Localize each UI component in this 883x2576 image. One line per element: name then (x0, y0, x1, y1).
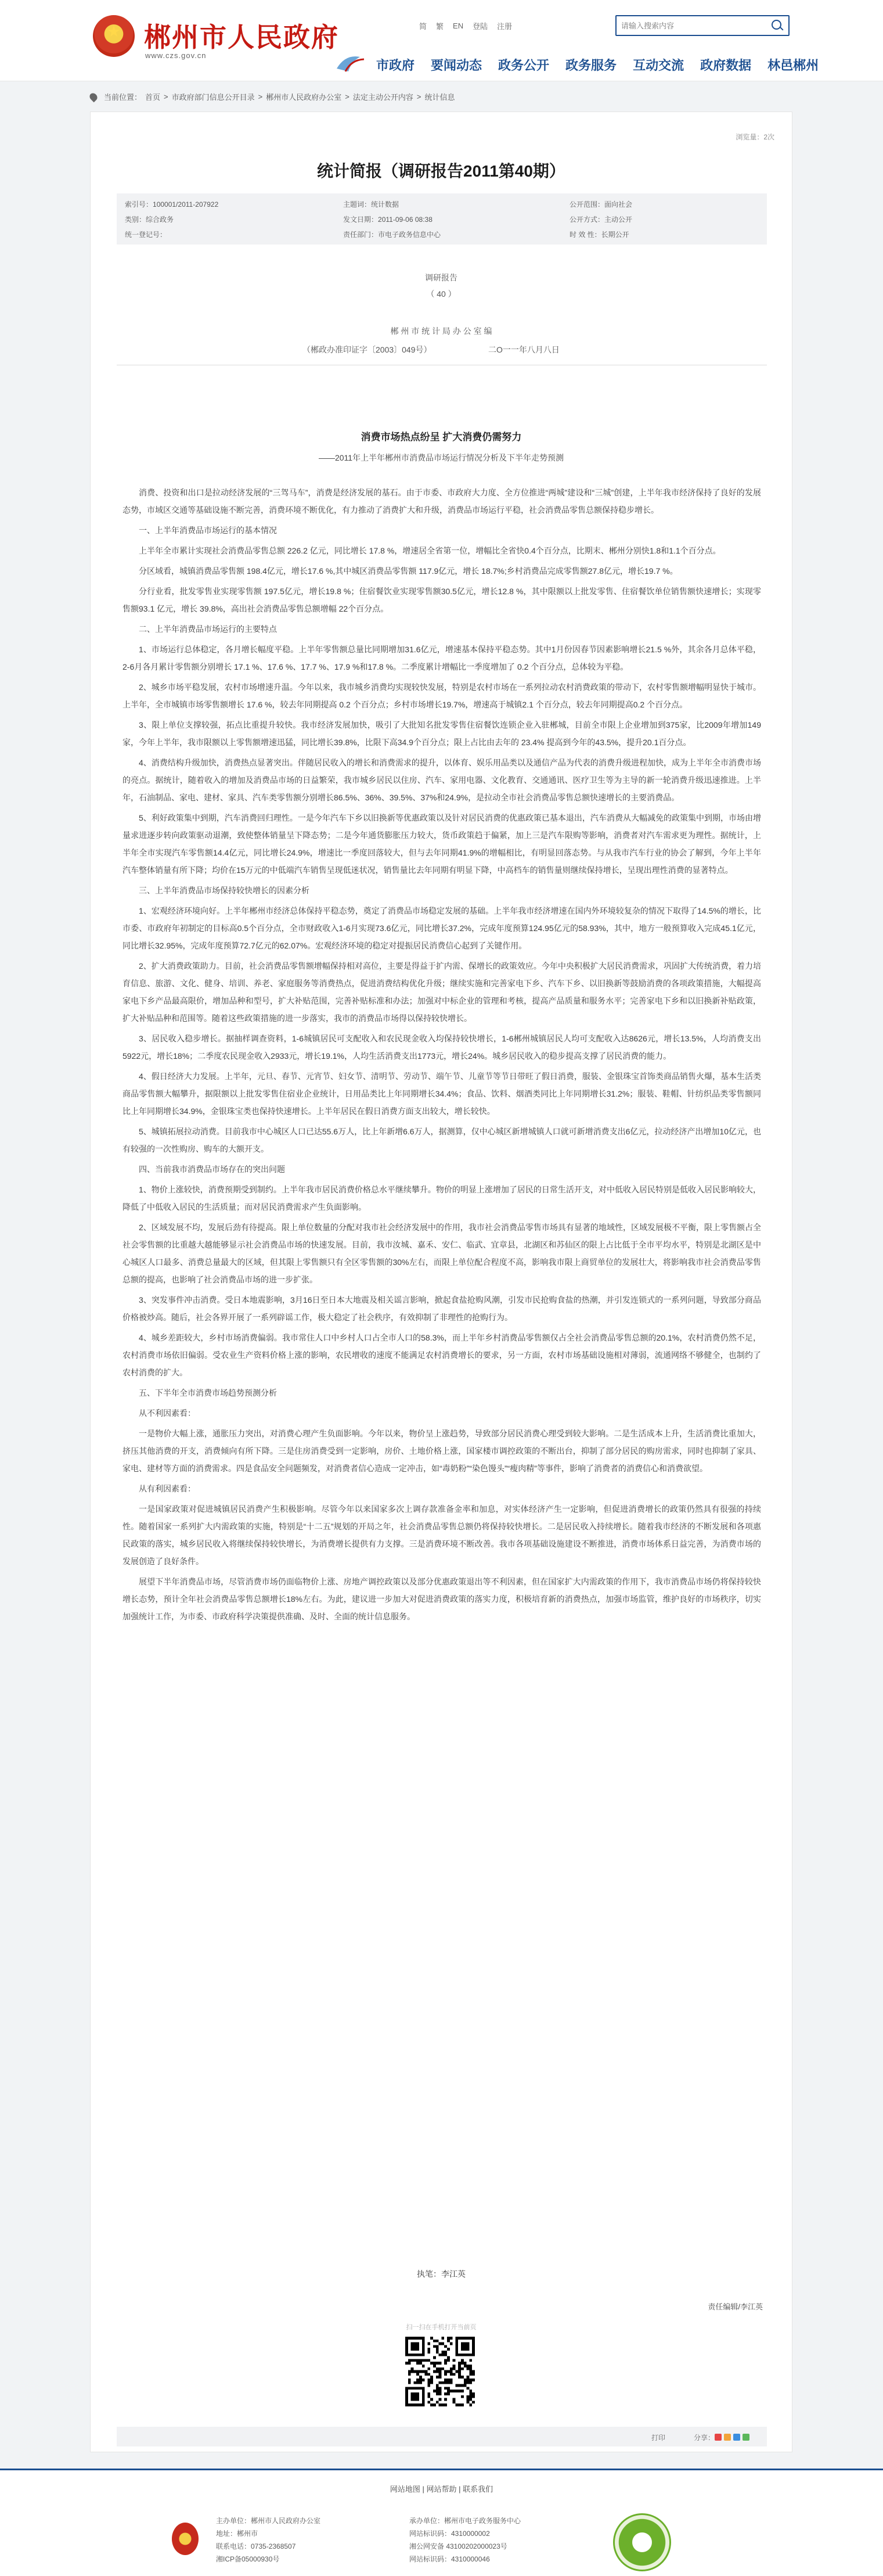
meta-index-no: 100001/2011-207922 (153, 200, 219, 209)
meta-label: 时 效 性： (570, 231, 601, 239)
article-paragraph: 五、下半年全市消费市场趋势预测分析 (139, 1388, 277, 1397)
qr-code-icon (405, 2337, 475, 2406)
nav-item-news[interactable]: 要闻动态 (431, 58, 482, 73)
site-url: www.czs.gov.cn (145, 51, 207, 60)
meta-label: 责任部门： (343, 231, 379, 239)
share-icon[interactable] (724, 2434, 731, 2441)
meta-dept: 市电子政务信息中心 (378, 231, 441, 239)
breadcrumb-item[interactable]: 首页 (145, 93, 161, 102)
page-title: 统计简报（调研报告2011第40期） (317, 162, 565, 180)
meta-theme: 统计数据 (371, 200, 399, 209)
meta-label: 类别： (125, 215, 146, 224)
breadcrumb-item[interactable]: 统计信息 (424, 93, 455, 102)
footer-links: 网站地图 | 网站帮助 | 联系我们 (390, 2485, 493, 2494)
footer-address: 地址：郴州市 (216, 2530, 258, 2538)
breadcrumb-item[interactable]: 法定主动公开内容 (352, 93, 413, 102)
article-paragraph: 3、居民收入稳步增长。据抽样调查资料，1-6城镇居民可支配收入和农民现金收入均保持较快增长，1-6郴州城镇居民人均可支配收入达8626元，增长13.5%，人均消费支出5922元，增长18%；二季度农民现金收入2933元，增长19.1%，人均生活消费支出1773元，增长24%。城乡居民收入的稳步提高支撑了居民消费的能力。 (122, 1034, 761, 1061)
responsible-editor: 责任编辑/李江英 (708, 2302, 763, 2311)
article-paragraph: 从不利因素看： (139, 1409, 196, 1418)
toplink-traditional[interactable]: 繁 (436, 21, 444, 31)
share-icon[interactable] (733, 2434, 740, 2441)
article-paragraph: 2、城乡市场平稳发展，农村市场增速升温。今年以来，我市城乡消费均实现较快发展，特别是农村市场在一系列拉动农村消费政策的带动下，农村零售额增幅明显快于城市。上半年，全市城镇市场零售额增长 17.6 %，较去年同期提高 0.2 个百分点；乡村市场增长19.7%，增速高于城镇2.1 个百分点，较去年同期提高0.2 个百分点。 (122, 682, 761, 709)
footer-link-contact[interactable]: 联系我们 (463, 2485, 493, 2494)
article-paragraph: 2、扩大消费政策助力。目前，社会消费品零售额增幅保持相对高位，主要是得益于扩内需、保增长的政策效应。今年中央积极扩大居民消费需求，巩固扩大传统消费，着力培育信息、旅游、文化、健身、培训、养老、家庭服务等消费热点，促进消费结构优化升级；继续实施和完善家电下乡、汽车下乡、以旧换新等鼓励消费的各项政策措施，大幅提高家电下乡产品最高限价，增加品种和型号，扩大补贴范围，完善补贴标准和办法；加强对中标企业的管理和考核，提高产品质量和服务水平；完善家电下乡和以旧换新补贴政策，扩大补贴品种和范围等。随着这些政策措施的进一步落实，我市的消费品市场得以保持较快增长。 (122, 961, 761, 1023)
footer-link-help[interactable]: 网站帮助 (426, 2485, 457, 2494)
footer-site-code: 网站标识码：4310000002 (409, 2530, 490, 2538)
meta-validity: 长期公开 (601, 231, 629, 239)
footer-organizer: 承办单位：郴州市电子政务服务中心 (409, 2517, 521, 2525)
article-toolbar (117, 2427, 767, 2446)
article-paragraph: 1、宏观经济环境向好。上半年郴州市经济总体保持平稳态势，奠定了消费品市场稳定发展的基础。上半年我市经济增速在国内外环境较复杂的情况下取得了14.5%的增长，比市委、市政府年初制定的目标高0.5个百分点，全市财政收入1-6月实现73.6亿元，同比增长37.2%，完成年度预算124.95亿元的58.93%，其中，地方一般预算收入完成45.1亿元，同比增长32.95%，完成年度预算72.7亿元的62.07%。宏观经济环境的稳定对提振居民消费信心起到了关键作用。 (122, 906, 761, 950)
report-date: 二O一一年八月八日 (488, 345, 560, 354)
meta-date: 2011-09-06 08:38 (378, 215, 433, 224)
main-nav (376, 56, 819, 74)
report-issuer: 郴 州 市 统 计 局 办 公 室 编 (390, 326, 492, 336)
meta-label: 公开范围： (570, 200, 605, 209)
article-subheading: ——2011年上半年郴州市消费品市场运行情况分析及下半年走势预测 (318, 453, 564, 462)
footer-phone: 联系电话：0735-2368507 (216, 2542, 296, 2550)
breadcrumb-label: 当前位置： (104, 93, 142, 102)
article-paragraph: 分行业看，批发零售业实现零售额 197.5亿元，增长19.8 %；住宿餐饮业实现零售额30.5亿元，增长12.8 %，其中限额以上批发零售、住宿餐饮单位销售额快速增长；实现零售额93.1 亿元，增长 39.8%，高出社会消费品零售总额增幅 22个百分点。 (122, 587, 761, 613)
footer-police-record[interactable]: 湘公网安备 43100202000023号 (409, 2542, 507, 2550)
search-input[interactable] (617, 16, 762, 35)
article-paragraph: 3、限上单位支撑较强，拓点比重提升较快。我市经济发展加快，吸引了大批知名批发零售住宿餐饮连锁企业入驻郴城，目前全市限上企业增加到375家，比2009年增加149家，今年上半年，我市限额以上零售额增速迅猛，同比增长39.8%，比限下高34.9个百分点；限上占比由去年的 23.4% 提高到今年的43.5%，提升20.1百分点。 (122, 720, 761, 747)
nav-item-government[interactable]: 市政府 (376, 58, 415, 73)
nav-item-affairs-public[interactable]: 政务公开 (498, 58, 550, 73)
qr-label: 扫一扫在手机打开当前页 (406, 2324, 477, 2331)
article-paragraph: 四、当前我市消费品市场存在的突出问题 (139, 1165, 285, 1174)
location-pin-icon (88, 91, 99, 102)
toplink-english[interactable]: EN (453, 21, 464, 30)
meta-label: 主题词： (343, 200, 372, 209)
meta-label: 公开方式： (570, 215, 605, 224)
search-box (615, 15, 790, 36)
breadcrumb: 当前位置： 首页 > 市政府部门信息公开目录 > 郴州市人民政府办公室 > 法定主动公开内容 > 统计信息 (90, 91, 792, 102)
article-paragraph: 分区域看，城镇消费品零售额 198.4亿元，增长17.6 %,其中城区消费品零售额 117.9亿元，增长 18.7%;乡村消费品完成零售额27.8亿元，增长19.7 %。 (139, 566, 678, 576)
meta-label: 索引号： (125, 200, 153, 209)
nav-item-interaction[interactable]: 互动交流 (633, 58, 684, 73)
print-button[interactable]: 打印 (651, 2434, 665, 2442)
article-paragraph: 1、市场运行总体稳定，各月增长幅度平稳。上半年零售额总量比同期增加31.6亿元，增速基本保持平稳态势。其中1月份因春节因素影响增长21.5 %外，其余各月总体平稳，2-6月各月累计零售额分别增长 17.1 %、17.6 %、17.7 %、17.9 %和17.8 %。二季度累计增幅比一季度增加了 0.2 个百分点，总体较为平稳。 (122, 645, 761, 671)
footer-icp[interactable]: 湘ICP备05000930号 (216, 2555, 280, 2563)
national-emblem-icon: ★ (93, 15, 135, 57)
site-footer (0, 2469, 883, 2576)
toplink-login[interactable]: 登陆 (473, 21, 488, 31)
article-paragraph: 5、城镇拓展拉动消费。目前我市中心城区人口已达55.6万人，比上年新增6.6万人，据测算，仅中心城区新增城镇人口就可新增消费支出6亿元，拉动经济产出增加10亿元，也有较强的一次性购房、购车的大额开支。 (122, 1127, 761, 1154)
article-paragraph: 1、物价上涨较快，消费预期受到制约。上半年我市居民消费价格总水平继续攀升。物价的明显上涨增加了居民的日常生活开支，对中低收入居民特别是低收入居民影响较大，降低了中低收入居民的生活质量；而对居民消费需求产生负面影响。 (122, 1185, 761, 1212)
site-title[interactable]: 郴州市人民政府 (144, 21, 339, 53)
meta-scope: 面向社会 (604, 200, 633, 209)
share-label: 分享： (693, 2434, 715, 2442)
toplink-register[interactable]: 注册 (497, 21, 513, 31)
footer-site-id: 网站标识码：4310000046 (409, 2555, 490, 2563)
article-paragraph: 展望下半年消费品市场，尽管消费市场仍面临物价上涨、房地产调控政策以及部分优惠政策退出等不利因素，但在国家扩大内需政策的作用下，我市消费品市场仍将保持较快增长态势，预计全年社会消费品零售总额增长18%左右。为此，建议进一步加大对促进消费政策的落实力度，积极培育新的消费热点，加强市场监管，维护良好的市场秩序，切实加强统计工作，为市委、市政府科学决策提供准确、及时、全面的统计信息服务。 (122, 1577, 761, 1621)
breadcrumb-item[interactable]: 市政府部门信息公开目录 (171, 93, 255, 102)
article-paragraph: 3、突发事件冲击消费。受日本地震影响，3月16日至日本大地震及相关谣言影响，掀起食盐抢购风潮，引发市民抢购食盐的热潮，并引发连锁式的一系列问题，导致部分商品价格被炒高。随后，社会各界开展了一系列辟谣工作，极大稳定了社会秩序，有效抑制了非理性的抢购行为。 (122, 1295, 761, 1322)
meta-label: 发文日期： (343, 215, 379, 224)
author-line: 执笔：李江英 (417, 2269, 466, 2279)
article-paragraph: 二、上半年消费品市场运行的主要特点 (139, 624, 277, 634)
footer-link-sitemap[interactable]: 网站地图 (390, 2485, 420, 2494)
article-paragraph: 一是物价大幅上涨，通胀压力突出，对消费心理产生负面影响。今年以来，物价呈上涨趋势，导致部分居民消费心理受到较大影响。二是生活成本上升，生活消费比重加大，挤压其他消费的开支，消费倾向有所下降。三是住房消费受到一定影响，房价、土地价格上涨，国家楼市调控政策的不断出台，抑制了部分居民的购房需求，同时也抑制了家具、家电、建材等方面的消费需求。四是食品安全问题频发，对消费者信心造成一定冲击，如“毒奶粉”“染色馒头”“瘦肉精”等事件，影响了消费者的消费信心和消费欲望。 (122, 1429, 761, 1473)
article-heading: 消费市场热点纷呈 扩大消费仍需努力 (361, 432, 522, 443)
footer-host: 主办单位：郴州市人民政府办公室 (216, 2517, 321, 2525)
article-body (122, 484, 761, 1628)
party-government-badge-icon[interactable] (172, 2523, 199, 2555)
meta-method: 主动公开 (604, 215, 633, 224)
site-header (0, 0, 883, 81)
article-paragraph: 一是国家政策对促进城镇居民消费产生积极影响。尽管今年以来国家多次上调存款准备金率和加息，对实体经济产生一定影响，但促进消费增长的政策仍然具有很强的持续性。随着国家一系列扩大内需政策的实施，特别是“十二五”规划的开局之年，社会消费品零售总额仍将保持较快增长。二是居民收入持续增长。随着我市经济的不断发展和各项惠民政策的落实，城乡居民收入将继续保持较快增长，为消费增长提供有力支撑。三是消费环境不断改善。我市各项基础设施建设不断推进，消费市场体系日益完善，为消费市场的发展创造了良好条件。 (122, 1504, 761, 1566)
report-type: 调研报告 (425, 273, 457, 282)
article-paragraph: 从有利因素看： (139, 1484, 196, 1493)
nav-decoration-icon (334, 51, 366, 74)
footer-info-left (216, 2514, 320, 2566)
share-icon[interactable] (715, 2434, 722, 2441)
error-correction-seal-icon[interactable] (613, 2513, 671, 2571)
view-count: 浏览量：2次 (736, 133, 774, 141)
article-paragraph: 4、假日经济大力发展。上半年，元旦、春节、元宵节、妇女节、清明节、劳动节、端午节、儿童节等节日带旺了假日消费，服装、金银珠宝首饰类商品销售火爆，基本生活类商品零售额大幅攀升，据限额以上批发零售住宿业企业统计，日用品类比上年同期增长34.4%；食品、饮料、烟酒类同比上年同期增长31.2%；服装、鞋帽、针纺织品类零售额同比上年同期增长34.9%，金银珠宝类也保持快速增长。上半年居民在假日消费方面支出较大，增长较快。 (122, 1072, 761, 1116)
toplink-simplified[interactable]: 简 (419, 21, 427, 31)
article-paragraph: 5、利好政策集中到期，汽车消费回归理性。一是今年汽车下乡以旧换新等优惠政策以及针对居民消费的优惠政策已基本退出，汽车消费从大幅减免的政策集中到期，市场由增量求进逐步转向政策驱动退潮，致使整体销量呈下降态势；二是今年通货膨胀压力较大，货币政策趋于偏紧，加上三是汽车限购等影响，消费者对汽车需求更为理性。据统计，上半年全市实现汽车零售额14.4亿元，同比增长24.9%，增速比一季度回落较大，但与去年同期41.9%的增幅相比，有明显回落态势。与从我市汽车行业的协会了解到，今年上半年汽车整体销量有所下降；均价在15万元的中低端汽车销售呈现低迷状况，销售量比去年同期有明显下降，中高档车的销售量则继续保持增长，呈现出理性消费的显著特点。 (122, 813, 761, 875)
article-paragraph: 一、上半年消费品市场运行的基本情况 (139, 526, 277, 535)
article-paragraph: 消费、投资和出口是拉动经济发展的“三驾马车”，消费是经济发展的基石。由于市委、市政府大力度、全方位推进“两城”建设和“三城”创建，上半年我市经济保持了良好的发展态势，市域区交通等基础设施不断完善，消费环境不断优化，有力推动了消费扩大和升级，消费品市场运行平稳，社会消费品零售总额保持稳步增长。 (122, 488, 761, 515)
report-permit: （郴政办准印证字〔2003〕049号） (302, 345, 432, 354)
breadcrumb-item[interactable]: 郴州市人民政府办公室 (266, 93, 342, 102)
document-metadata (117, 193, 767, 245)
share-icon[interactable] (743, 2434, 749, 2441)
nav-item-linyi-chenzhou[interactable]: 林邑郴州 (767, 58, 819, 73)
footer-info-right (409, 2514, 521, 2566)
search-icon[interactable] (765, 16, 788, 35)
nav-item-services[interactable]: 政务服务 (565, 58, 617, 73)
article-paragraph: 三、上半年消费品市场保持较快增长的因素分析 (139, 886, 309, 895)
article-paragraph: 4、消费结构升级加快，消费热点显著突出。伴随居民收入的增长和消费需求的提升，以体育、娱乐用品类以及通信产品为代表的消费升级进程加快，成为上半年全市消费市场的亮点。据统计，随着收入的增加及消费品市场的日益繁荣，我市城乡居民以住房、汽车、家用电器、文化教育、交通通讯、医疗卫生等为主导的新一轮消费升级迅速推进。上半年，石油制品、家电、建材、家具、汽车类零售额分别增长86.5%、36%、39.5%、37%和24.9%，是拉动全市社会消费品零售总额快速增长的主要消费品。 (122, 758, 761, 802)
share-buttons (715, 2434, 749, 2441)
article-paragraph: 2、区域发展不均，发展后劲有待提高。限上单位数量的分配对我市社会经济发展中的作用，我市社会消费品零售市场具有显著的地域性，区域发展极不平衡，限上零售额占全社会零售额的比重越大越能够显示社会消费品市场的快速发展。目前，我市汝城、嘉禾、安仁、临武、宜章县，北湖区和苏仙区的限上占比低于全市平均水平，特别是北湖区是中心城区人口最多、消费总量最大的区域，但其限上零售额只有全区零售额的30%左右，而限上单位配合程度不高，影响我市限上商贸单位的发展壮大，将影响我市社会消费品零售总额的提高，也影响了社会消费品市场的进一步扩张。 (122, 1223, 761, 1284)
meta-label: 统一登记号： (125, 231, 167, 239)
top-links (419, 20, 512, 31)
meta-class: 综合政务 (146, 215, 174, 224)
nav-item-data[interactable]: 政府数据 (700, 58, 752, 73)
article-paragraph: 4、城乡差距较大，乡村市场消费偏弱。我市常住人口中乡村人口占全市人口的58.3%，而上半年乡村消费品零售额仅占全社会消费品零售总额的20.1%，农村消费仍然不足，农村消费市场依旧偏弱。受农业生产资料价格上涨的影响，农民增收的速度不能满足农村消费增长的要求，另一方面，农村市场基础设施相对薄弱，流通网络不够健全，也制约了农村消费的扩大。 (122, 1333, 761, 1377)
article-card (90, 112, 792, 2452)
report-issue: （ 40 ） (426, 289, 456, 299)
article-paragraph: 上半年全市累计实现社会消费品零售总额 226.2 亿元，同比增长 17.8 %，增速居全省第一位，增幅比全省快0.4个百分点，比期末、郴州分别快1.8和1.1个百分点。 (139, 546, 721, 555)
